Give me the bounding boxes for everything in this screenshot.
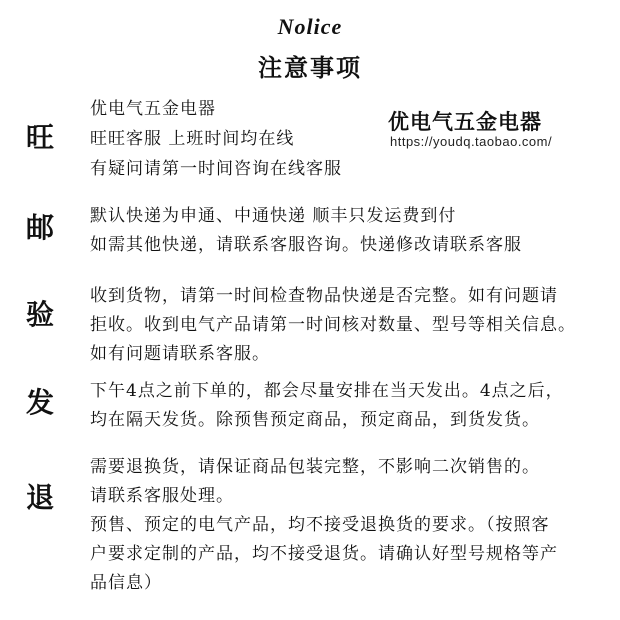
return-line: 需要退换货，请保证商品包装完整，不影响二次销售的。 — [90, 457, 540, 477]
wang-line: 优电气五金电器 — [90, 99, 216, 119]
brand-name: 优电气五金电器 — [388, 110, 542, 134]
side-char-return: 退 — [25, 481, 54, 514]
title-english: Nolice — [277, 14, 343, 39]
mail-line: 默认快递为申通、中通快递 顺丰只发运费到付 — [90, 206, 457, 226]
return-line: 请联系客服处理。 — [90, 486, 234, 506]
side-char-inspect: 验 — [25, 298, 54, 331]
inspect-line: 收到货物，请第一时间检查物品快递是否完整。如有问题请 — [90, 286, 558, 306]
ship-line: 均在隔天发货。除预售预定商品，预定商品，到货发货。 — [90, 410, 540, 430]
title-chinese: 注意事项 — [258, 54, 362, 82]
side-char-ship: 发 — [25, 386, 54, 419]
wang-line: 旺旺客服 上班时间均在线 — [90, 129, 295, 149]
ship-line: 下午4点之前下单的，都会尽量安排在当天发出。4点之后， — [90, 381, 564, 401]
return-line: 预售、预定的电气产品，均不接受退换货的要求。（按照客 — [90, 515, 550, 535]
inspect-line: 如有问题请联系客服。 — [90, 344, 270, 364]
return-line: 户要求定制的产品，均不接受退货。请确认好型号规格等产 — [90, 544, 558, 564]
side-char-wang: 旺 — [25, 121, 54, 154]
shop-url: https://youdq.taobao.com/ — [390, 134, 553, 149]
side-char-mail: 邮 — [25, 211, 54, 244]
inspect-line: 拒收。收到电气产品请第一时间核对数量、型号等相关信息。 — [90, 315, 576, 335]
wang-line: 有疑问请第一时间咨询在线客服 — [90, 159, 342, 179]
return-line: 品信息） — [90, 573, 162, 593]
mail-line: 如需其他快递，请联系客服咨询。快递修改请联系客服 — [90, 235, 522, 255]
